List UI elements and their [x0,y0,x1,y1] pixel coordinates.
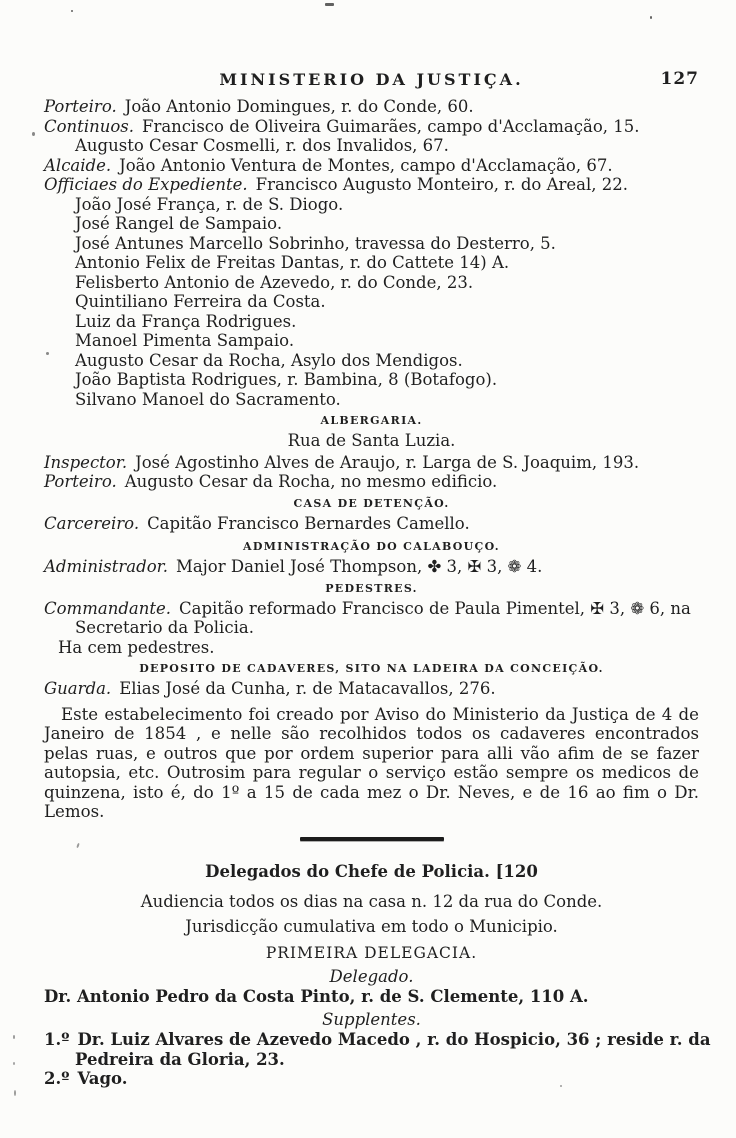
delegados-jurisdicao-line: Jurisdicção cumulativa em todo o Municipio. [185,917,558,936]
section-heading-pedestres: PEDESTRES. [325,581,418,595]
expediente-official-entry: Luiz da França Rodrigues. [75,311,297,331]
expediente-official-entry: José Rangel de Sampaio. [75,214,283,233]
page-title: MINISTERIO DA JUSTIÇA. [219,70,524,89]
entry-label: Guarda. [44,679,112,698]
entry-text: Capitão reformado Francisco de Paula Pimentel, ✠ 3, ❁ 6, na [178,598,691,618]
entry-inspector [44,453,699,473]
supplente-number: 1.º [44,1030,70,1049]
entry-text: José Agostinho Alves de Araujo, r. Larga de S. Joaquim, 193. [135,452,640,472]
supplente-number: 2.º [44,1069,70,1088]
section-heading-albergaria: ALBERGARIA. [320,414,423,427]
page-content [44,69,711,1089]
entry-text: Francisco Augusto Monteiro, r. do Areal, 22. [255,175,628,194]
delegados-audiencia-line: Audiencia todos os dias na casa n. 12 da rua do Conde. [140,891,603,911]
entry-supplente-1-continuation: Pedreira da Gloria, 23. [75,1049,285,1069]
entry-carcereiro [44,514,699,534]
scan-speck [13,1062,15,1065]
entry-continuos-2: Augusto Cesar Cosmelli, r. dos Invalidos, 67. [75,136,449,155]
entry-commandante-continuation: Secretario da Policia. [75,618,254,637]
entry-continuos [44,117,699,137]
entry-label: Inspector. [44,452,128,472]
running-header [44,70,699,90]
expediente-official-entry: José Antunes Marcello Sobrinho, travessa do Desterro, 5. [75,233,556,253]
entry-alcaide [44,156,699,176]
entry-text: João Antonio Ventura de Montes, campo d'Acclamação, 67. [119,155,613,175]
scan-speck [13,1035,15,1039]
entry-text: Capitão Francisco Bernardes Camello. [147,513,470,533]
expediente-official-entry: Quintiliano Ferreira da Costa. [75,292,326,311]
entry-porteiro [44,97,699,117]
scan-speck [32,132,35,136]
expediente-official-entry: João Baptista Rodrigues, r. Bambina, 8 (Botafogo). [75,370,498,389]
entry-label: Porteiro. [44,472,117,491]
section-heading-casa-de-detencao: CASA DE DETENÇÃO. [293,496,450,510]
scan-speck [71,10,73,12]
entry-label: Commandante. [44,598,171,618]
entry-text: João Antonio Domingues, r. do Conde, 60. [124,97,474,116]
section-heading-calabouco: ADMINISTRAÇÃO DO CALABOUÇO. [243,540,500,553]
entry-supplente-2 [44,1069,699,1089]
scan-speck [650,16,652,19]
pedestres-note: Ha cem pedestres. [58,637,215,657]
entry-officiaes-expediente [44,175,699,195]
entry-porteiro-albergaria [44,472,699,492]
entry-label: Continuos. [44,116,134,136]
scan-speck [14,1090,16,1096]
supplentes-role-heading: Supplentes. [322,1010,421,1029]
entry-delegado: Dr. Antonio Pedro da Costa Pinto, r. de S. Clemente, 110 A. [44,986,589,1006]
deposito-paragraph: Este estabelecimento foi creado por Aviso do Ministerio da Justiça de 4 de Janeiro de 1854 , e nelle são recolhidos todos os cadaveres encontrados pelas ruas, e outros que por ordem superior para alli vão afim de se fazer autopsia, etc. Outrosim para regular o serviço estão sempre os medicos de quinzena, isto é, do 1º a 15 de cada mez o Dr. Neves, e de 16 ao fim o Dr. Lemos. [44,704,699,821]
delegado-role-heading: Delegado. [329,966,414,986]
entry-text: Major Daniel José Thompson, ✤ 3, ✠ 3, ❁ 4. [175,557,543,576]
expediente-official-entry: João José França, r. de S. Diogo. [75,194,344,214]
entry-guarda [44,679,699,699]
entry-label: Porteiro. [44,97,117,116]
entry-label: Alcaide. [44,155,112,175]
entry-supplente-1 [44,1030,711,1050]
page-number: 127 [660,69,699,89]
entry-label: Administrador. [44,557,168,576]
entry-label: Officiaes do Expediente. [44,175,248,194]
entry-text: Augusto Cesar da Rocha, no mesmo edificio. [124,472,498,491]
expediente-official-entry: Manoel Pimenta Sampaio. [75,331,295,350]
expediente-official-entry: Felisberto Antonio de Azevedo, r. do Conde, 23. [75,272,474,292]
entry-text: Francisco de Oliveira Guimarães, campo d'Acclamação, 15. [142,116,640,136]
albergaria-address: Rua de Santa Luzia. [287,431,456,450]
entry-text: Elias José da Cunha, r. de Matacavallos, 276. [119,679,496,698]
entry-label: Carcereiro. [44,513,140,533]
entry-text: Vago. [77,1069,128,1088]
scan-speck [325,3,334,6]
entry-text: Dr. Luiz Alvares de Azevedo Macedo , r. do Hospicio, 36 ; reside r. da [77,1030,711,1049]
entry-commandante [44,599,699,619]
primeira-delegacia-heading: PRIMEIRA DELEGACIA. [265,943,478,962]
entry-administrador [44,557,699,577]
section-heading-deposito: DEPOSITO DE CADAVERES, SITO NA LADEIRA DA CONCEIÇÃO. [139,662,604,675]
expediente-official-entry: Silvano Manoel do Sacramento. [75,389,341,409]
section-separator-rule [300,837,444,841]
delegados-title: Delegados do Chefe de Policia. [120 [205,861,538,881]
expediente-official-entry: Augusto Cesar da Rocha, Asylo dos Mendigos. [75,350,463,370]
expediente-official-entry: Antonio Felix de Freitas Dantas, r. do Cattete 14) A. [75,253,510,272]
